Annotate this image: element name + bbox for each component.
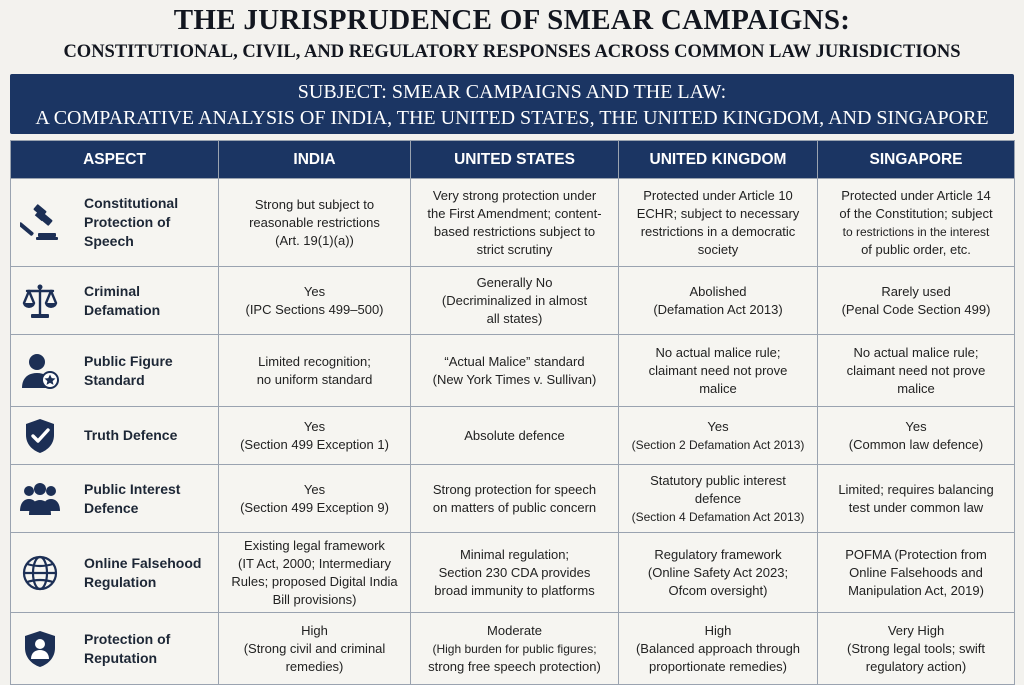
cell-text-line: (Section 499 Exception 9) [240, 499, 389, 515]
table-header-row [11, 141, 1015, 179]
header-india: INDIA [219, 141, 411, 179]
aspect-label-line: Online Falsehood [84, 554, 202, 571]
aspect-label-line: Protection of Speech [84, 214, 171, 249]
cell-india [219, 613, 411, 685]
scales-icon [19, 280, 61, 322]
cell-united-kingdom [619, 465, 818, 533]
cell-text-line: (Art. 19(1)(a)) [275, 232, 354, 248]
table-row [11, 335, 1015, 407]
cell-text-line: (Decriminalized in almost [441, 292, 588, 308]
cell-text-line: Existing legal framework [244, 537, 385, 553]
aspect-cell [11, 267, 219, 335]
banner-line-2: A COMPARATIVE ANALYSIS OF INDIA, THE UNITED STATES, THE UNITED KINGDOM, AND SINGAPORE [35, 107, 989, 129]
cell-text-line: (New York Times v. Sullivan) [432, 371, 597, 387]
cell-text-line: society [697, 241, 739, 257]
cell-text-line: Yes [707, 418, 729, 434]
cell-text-line: restrictions in a democratic [640, 223, 796, 239]
cell-united-kingdom [619, 613, 818, 685]
cell-text-line: High [704, 622, 732, 638]
cell-text-line: Ofcom oversight) [668, 582, 768, 598]
cell-text-line: Yes [303, 481, 326, 497]
cell-united-kingdom [619, 533, 818, 613]
cell-text-line: Abolished [689, 283, 747, 299]
cell-singapore [818, 335, 1015, 407]
cell-text-line: Bill provisions) [272, 591, 357, 607]
cell-singapore [818, 267, 1015, 335]
cell-text-line: strict scrutiny [476, 241, 553, 257]
aspect-label [84, 630, 170, 668]
cell-text-line: High [301, 622, 328, 638]
cell-united-kingdom [619, 179, 818, 267]
cell-text-line: Generally No [476, 274, 553, 290]
cell-text-line: test under common law [848, 499, 984, 515]
cell-text-line: no uniform standard [256, 371, 373, 387]
cell-singapore [818, 533, 1015, 613]
people-group-icon [19, 478, 61, 520]
cell-united-states [411, 407, 619, 465]
cell-text-line: defence [694, 490, 742, 506]
cell-text-line: reasonable restrictions [249, 214, 380, 230]
cell-text-line: (Common law defence) [848, 436, 984, 452]
cell-text-line: (Balanced approach through [635, 640, 801, 656]
gavel-icon [19, 202, 61, 244]
aspect-label-line: Public Interest [84, 480, 181, 497]
cell-text-line: on matters of public concern [432, 499, 597, 515]
cell-text-line: “Actual Malice” standard [444, 353, 585, 369]
person-star-icon [19, 350, 61, 392]
aspect-cell [11, 179, 219, 267]
aspect-label [84, 554, 201, 592]
cell-text-line: No actual malice rule; [655, 344, 781, 360]
cell-text-line: No actual malice rule; [853, 344, 979, 360]
cell-india [219, 267, 411, 335]
cell-text-line: Yes [303, 283, 326, 299]
cell-text-line: Minimal regulation; [459, 546, 570, 562]
cell-text-line: (High burden for public figures; [432, 641, 597, 656]
table-row [11, 533, 1015, 613]
cell-text-line: to restrictions in the interest [842, 224, 990, 239]
header-singapore: SINGAPORE [818, 141, 1015, 179]
cell-text-line: (Online Safety Act 2023; [647, 564, 789, 580]
cell-text-line: claimant need not prove [648, 362, 788, 378]
cell-united-states [411, 465, 619, 533]
aspect-label-line: Protection of [84, 630, 171, 647]
cell-singapore [818, 407, 1015, 465]
cell-united-kingdom [619, 335, 818, 407]
cell-text-line: strong free speech protection) [428, 658, 601, 674]
cell-text-line: proportionate remedies) [648, 658, 788, 674]
shield-check-icon [19, 415, 61, 457]
cell-text-line: Protected under Article 10 [643, 187, 793, 203]
globe-icon [19, 552, 61, 594]
cell-text-line: Strong but subject to [254, 196, 375, 212]
cell-text-line: of public order, etc. [861, 241, 971, 257]
aspect-cell [11, 533, 219, 613]
cell-india [219, 465, 411, 533]
table-row [11, 267, 1015, 335]
cell-text-line: Section 230 CDA provides [438, 564, 591, 580]
shield-person-icon [19, 628, 61, 670]
cell-united-states [411, 335, 619, 407]
aspect-label-line: Truth Defence [84, 427, 178, 443]
table-row [11, 613, 1015, 685]
comparison-table [10, 140, 1015, 685]
page-title: THE JURISPRUDENCE OF SMEAR CAMPAIGNS: [173, 4, 851, 36]
cell-text-line: (Section 499 Exception 1) [240, 436, 389, 452]
cell-text-line: (Defamation Act 2013) [653, 301, 783, 317]
cell-text-line: Limited; requires balancing [838, 481, 994, 497]
header-united-states: UNITED STATES [411, 141, 619, 179]
cell-text-line: (Strong legal tools; swift [846, 640, 985, 656]
cell-text-line: claimant need not prove [846, 362, 986, 378]
cell-text-line: (Strong civil and criminal [243, 640, 386, 656]
cell-text-line: Statutory public interest [650, 472, 786, 488]
cell-india [219, 335, 411, 407]
table-row [11, 407, 1015, 465]
cell-text-line: Yes [303, 418, 326, 434]
cell-text-line: Rarely used [881, 283, 951, 299]
cell-united-states [411, 267, 619, 335]
cell-text-line: (IT Act, 2000; Intermediary [238, 555, 391, 571]
cell-india [219, 179, 411, 267]
subject-banner [10, 74, 1014, 134]
cell-text-line: Regulatory framework [654, 546, 782, 562]
cell-text-line: Very High [887, 622, 945, 638]
aspect-label-line: Reputation [84, 649, 158, 666]
cell-text-line: (IPC Sections 499–500) [245, 301, 384, 317]
cell-united-states [411, 613, 619, 685]
cell-text-line: (Section 4 Defamation Act 2013) [631, 509, 805, 524]
cell-united-states [411, 533, 619, 613]
cell-singapore [818, 179, 1015, 267]
cell-singapore [818, 613, 1015, 685]
cell-united-states [411, 179, 619, 267]
cell-text-line: broad immunity to platforms [434, 582, 595, 598]
cell-text-line: Manipulation Act, 2019) [848, 582, 984, 598]
aspect-label-line: Standard [84, 371, 145, 388]
cell-text-line: based restrictions subject to [433, 223, 596, 239]
cell-united-kingdom [619, 407, 818, 465]
cell-text-line: the First Amendment; content- [427, 205, 602, 221]
aspect-label-line: Defence [84, 499, 139, 516]
aspect-cell [11, 613, 219, 685]
aspect-cell [11, 407, 219, 465]
cell-united-kingdom [619, 267, 818, 335]
aspect-label-line: Public Figure [84, 352, 173, 369]
aspect-cell [11, 465, 219, 533]
cell-text-line: malice [897, 380, 935, 396]
cell-text-line: remedies) [285, 658, 344, 674]
cell-text-line: (Section 2 Defamation Act 2013) [631, 437, 805, 452]
cell-text-line: Very strong protection under [432, 187, 597, 203]
cell-text-line: Moderate [487, 622, 542, 638]
cell-text-line: Limited recognition; [258, 353, 371, 369]
cell-text-line: Strong protection for speech [432, 481, 597, 497]
cell-text-line: Online Falsehoods and [849, 564, 983, 580]
aspect-label [84, 480, 180, 518]
cell-text-line: POFMA (Protection from [845, 546, 987, 562]
aspect-label [84, 352, 173, 390]
cell-text-line: all states) [486, 310, 543, 326]
cell-text-line: Protected under Article 14 [841, 187, 991, 203]
aspect-label-line: Constitutional [84, 195, 179, 211]
aspect-cell [11, 335, 219, 407]
aspect-label-line: Criminal Defamation [84, 282, 161, 318]
cell-india [219, 407, 411, 465]
cell-text-line: Absolute defence [464, 427, 565, 443]
header-aspect: ASPECT [11, 141, 219, 179]
aspect-label [84, 426, 177, 445]
cell-text-line: Yes [905, 418, 927, 434]
cell-text-line: of the Constitution; subject [839, 205, 993, 221]
aspect-label [84, 282, 212, 320]
table-row [11, 465, 1015, 533]
page-subtitle: CONSTITUTIONAL, CIVIL, AND REGULATORY RESPONSES ACROSS COMMON LAW JURISDICTIONS [63, 42, 961, 62]
cell-singapore [818, 465, 1015, 533]
header-united-kingdom: UNITED KINGDOM [619, 141, 818, 179]
table-row [11, 179, 1015, 267]
cell-text-line: Rules; proposed Digital India [231, 573, 398, 589]
cell-text-line: (Penal Code Section 499) [841, 301, 991, 317]
cell-india [219, 533, 411, 613]
cell-text-line: ECHR; subject to necessary [636, 205, 800, 221]
cell-text-line: regulatory action) [865, 658, 967, 674]
aspect-label-line: Regulation [84, 573, 157, 590]
aspect-label [84, 194, 212, 251]
banner-line-1: SUBJECT: SMEAR CAMPAIGNS AND THE LAW: [297, 81, 727, 103]
cell-text-line: malice [699, 380, 737, 396]
